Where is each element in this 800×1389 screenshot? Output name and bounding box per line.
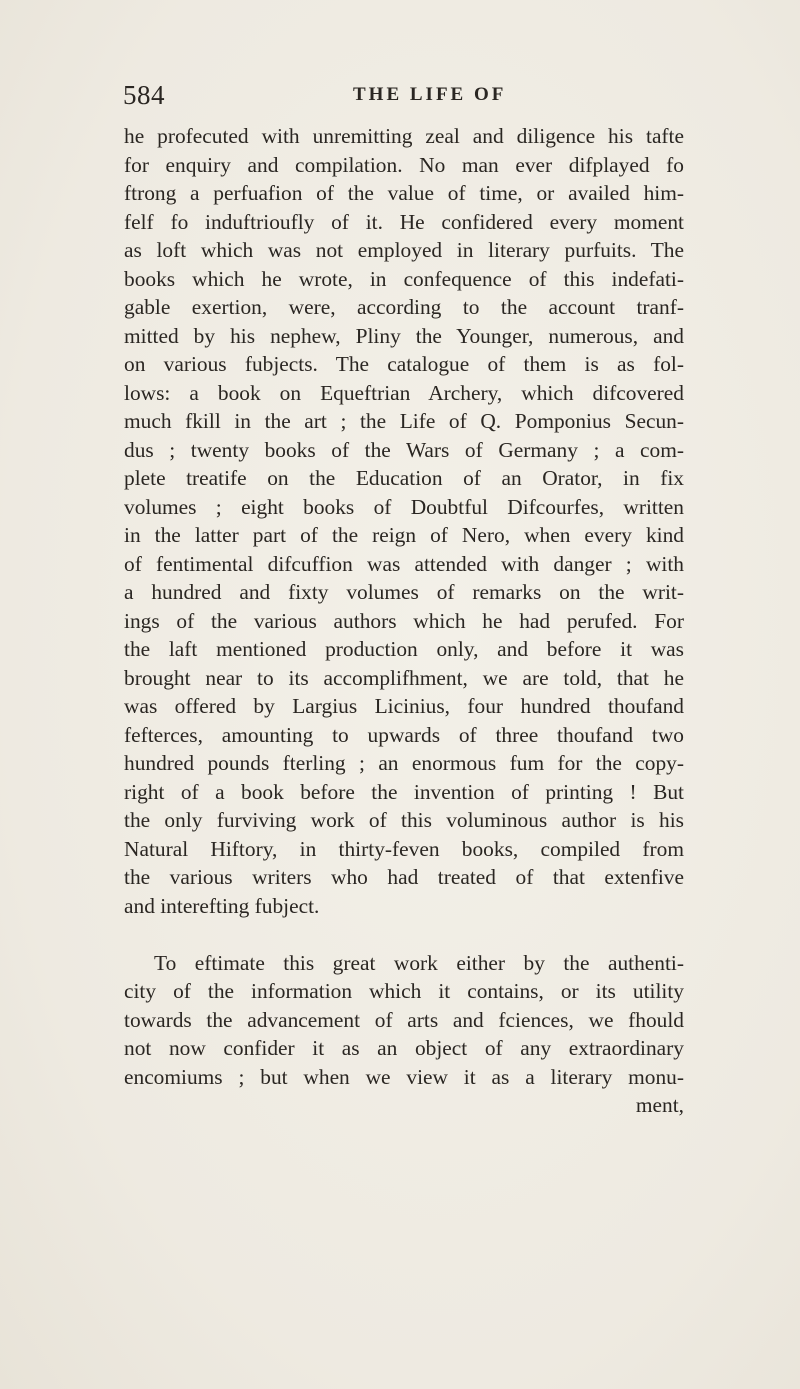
text-line: hundred pounds fterling ; an enormous fum for the copy- xyxy=(124,751,684,775)
running-head: THE LIFE OF xyxy=(353,84,507,105)
text-line: right of a book before the invention of printing ! But xyxy=(124,779,684,804)
text-line: not now confider it as an object of any extraordinary xyxy=(124,1036,684,1060)
text-line: was offered by Largius Licinius, four hundred thoufand xyxy=(124,694,684,718)
text-line: gable exertion, were, according to the account tranf- xyxy=(124,295,684,319)
text-line: the laft mentioned production only, and before it was xyxy=(124,637,684,661)
text-line: books which he wrote, in confequence of this indefati- xyxy=(124,266,684,291)
page-number: 584 xyxy=(123,80,165,110)
text-line: the various writers who had treated of that extenfive xyxy=(124,865,684,889)
text-line: of fentimental difcuffion was attended with danger ; with xyxy=(124,551,684,576)
text-line: ftrong a perfuafion of the value of time, or availed him- xyxy=(124,181,684,205)
text-line: as loft which was not employed in literary purfuits. The xyxy=(124,238,684,262)
text-line: volumes ; eight books of Doubtful Difcourfes, written xyxy=(124,494,684,519)
text-line: on various fubjects. The catalogue of them is as fol- xyxy=(124,352,684,376)
text-line: much fkill in the art ; the Life of Q. Pomponius Secun- xyxy=(124,409,684,433)
text-line: lows: a book on Equeftrian Archery, which difcovered xyxy=(124,380,684,405)
text-line: he profecuted with unremitting zeal and diligence his tafte xyxy=(124,124,684,148)
text-line: towards the advancement of arts and fciences, we fhould xyxy=(124,1007,684,1032)
text-line: and interefting fubject. xyxy=(124,893,320,918)
text-line: encomiums ; but when we view it as a literary monu- xyxy=(124,1064,684,1089)
text-line: mitted by his nephew, Pliny the Younger, numerous, and xyxy=(124,323,684,348)
text-line: city of the information which it contains, or its utility xyxy=(124,979,684,1003)
catchword: ment, xyxy=(635,1093,684,1117)
text-line: felf fo induftrioufly of it. He confidered every moment xyxy=(124,209,684,234)
page-header xyxy=(123,80,683,120)
text-line: dus ; twenty books of the Wars of Germany ; a com- xyxy=(124,437,684,462)
text-line: ings of the various authors which he had perufed. For xyxy=(124,608,684,633)
text-line: fefterces, amounting to upwards of three thoufand two xyxy=(124,722,684,747)
text-line: in the latter part of the reign of Nero, when every kind xyxy=(124,523,684,547)
text-line: plete treatife on the Education of an Orator, in fix xyxy=(124,466,684,490)
paragraph-2 xyxy=(124,949,684,1120)
text-line: a hundred and fixty volumes of remarks on the writ- xyxy=(124,580,684,604)
text-line: for enquiry and compilation. No man ever difplayed fo xyxy=(124,152,684,177)
body-text xyxy=(124,122,684,1120)
text-line: the only furviving work of this voluminous author is his xyxy=(124,808,684,832)
paragraph-1 xyxy=(124,122,684,920)
paragraph-gap xyxy=(124,920,684,949)
text-line: Natural Hiftory, in thirty-feven books, compiled from xyxy=(124,836,684,861)
text-line: To eftimate this great work either by the authenti- xyxy=(154,950,684,975)
text-line: brought near to its accomplifhment, we are told, that he xyxy=(124,665,684,690)
